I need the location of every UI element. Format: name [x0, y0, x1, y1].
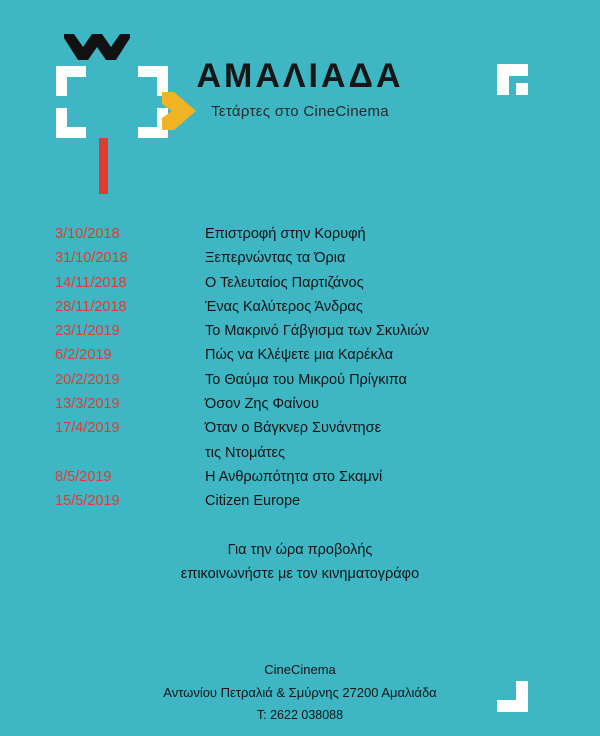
notice-line-1: Για την ώρα προβολής — [227, 542, 373, 558]
schedule-row — [0, 295, 600, 319]
notice-line-2: επικοινωνήστε με τον κινηματογράφο — [180, 566, 420, 582]
schedule-date: 6/2/2019 — [55, 347, 112, 364]
schedule-date: 8/5/2019 — [55, 468, 112, 485]
schedule-row-continuation — [0, 441, 600, 465]
schedule-film: Η Ανθρωπότητα στο Σκαμνί — [205, 468, 383, 485]
zigzag-icon — [64, 34, 140, 60]
schedule-film: Ξεπερνώντας τα Όρια — [205, 250, 346, 267]
schedule-row — [0, 319, 600, 343]
page-title: ΑΜΑΛΙΑΔΑ — [196, 57, 404, 95]
page-subtitle: Τετάρτες στο CineCinema — [211, 103, 389, 121]
schedule-row — [0, 246, 600, 270]
schedule-row — [0, 465, 600, 489]
venue-name: CineCinema — [264, 662, 336, 677]
schedule-row — [0, 368, 600, 392]
schedule-film: Ένας Καλύτερος Άνδρας — [205, 298, 363, 315]
venue-phone: Τ: 2622 038088 — [256, 708, 344, 722]
schedule-date: 20/2/2019 — [55, 371, 120, 388]
schedule-date: 31/10/2018 — [55, 250, 128, 267]
schedule-date: 28/11/2018 — [55, 298, 127, 315]
schedule-film: Ο Τελευταίος Παρτιζάνος — [205, 274, 364, 291]
schedule-date: 3/10/2018 — [55, 226, 120, 242]
schedule-film: Το Θαύμα του Μικρού Πρίγκιπα — [205, 371, 407, 388]
schedule-date: 15/5/2019 — [55, 493, 120, 510]
schedule-date: 17/4/2019 — [55, 420, 120, 437]
schedule-film: Όσον Ζης Φαίνου — [205, 396, 319, 413]
schedule-row — [0, 489, 600, 513]
schedule-film: Citizen Europe — [205, 493, 301, 510]
schedule-date: 14/11/2018 — [55, 274, 127, 291]
footer — [0, 658, 600, 727]
venue-address: Αντωνίου Πετραλιά & Σμύρνης 27200 Αμαλιάδα — [163, 685, 437, 700]
schedule-row — [0, 392, 600, 416]
schedule-row — [0, 416, 600, 440]
red-accent-bar — [99, 138, 108, 194]
schedule-film: Όταν ο Βάγκνερ Συνάντησε — [205, 420, 382, 437]
schedule-row — [0, 222, 600, 246]
schedule-film: Επιστροφή στην Κορυφή — [205, 226, 366, 242]
title-block — [0, 58, 600, 120]
schedule-row — [0, 271, 600, 295]
screening-time-notice — [0, 538, 600, 586]
schedule-row — [0, 343, 600, 367]
schedule-date: 23/1/2019 — [55, 323, 120, 340]
schedule-film: τις Ντομάτες — [205, 444, 285, 461]
schedule-date: 13/3/2019 — [55, 396, 120, 413]
schedule-film: Πώς να Κλέψετε μια Καρέκλα — [205, 347, 394, 364]
schedule-film: Το Μακρινό Γάβγισμα των Σκυλιών — [205, 323, 430, 340]
screening-schedule — [0, 222, 600, 514]
